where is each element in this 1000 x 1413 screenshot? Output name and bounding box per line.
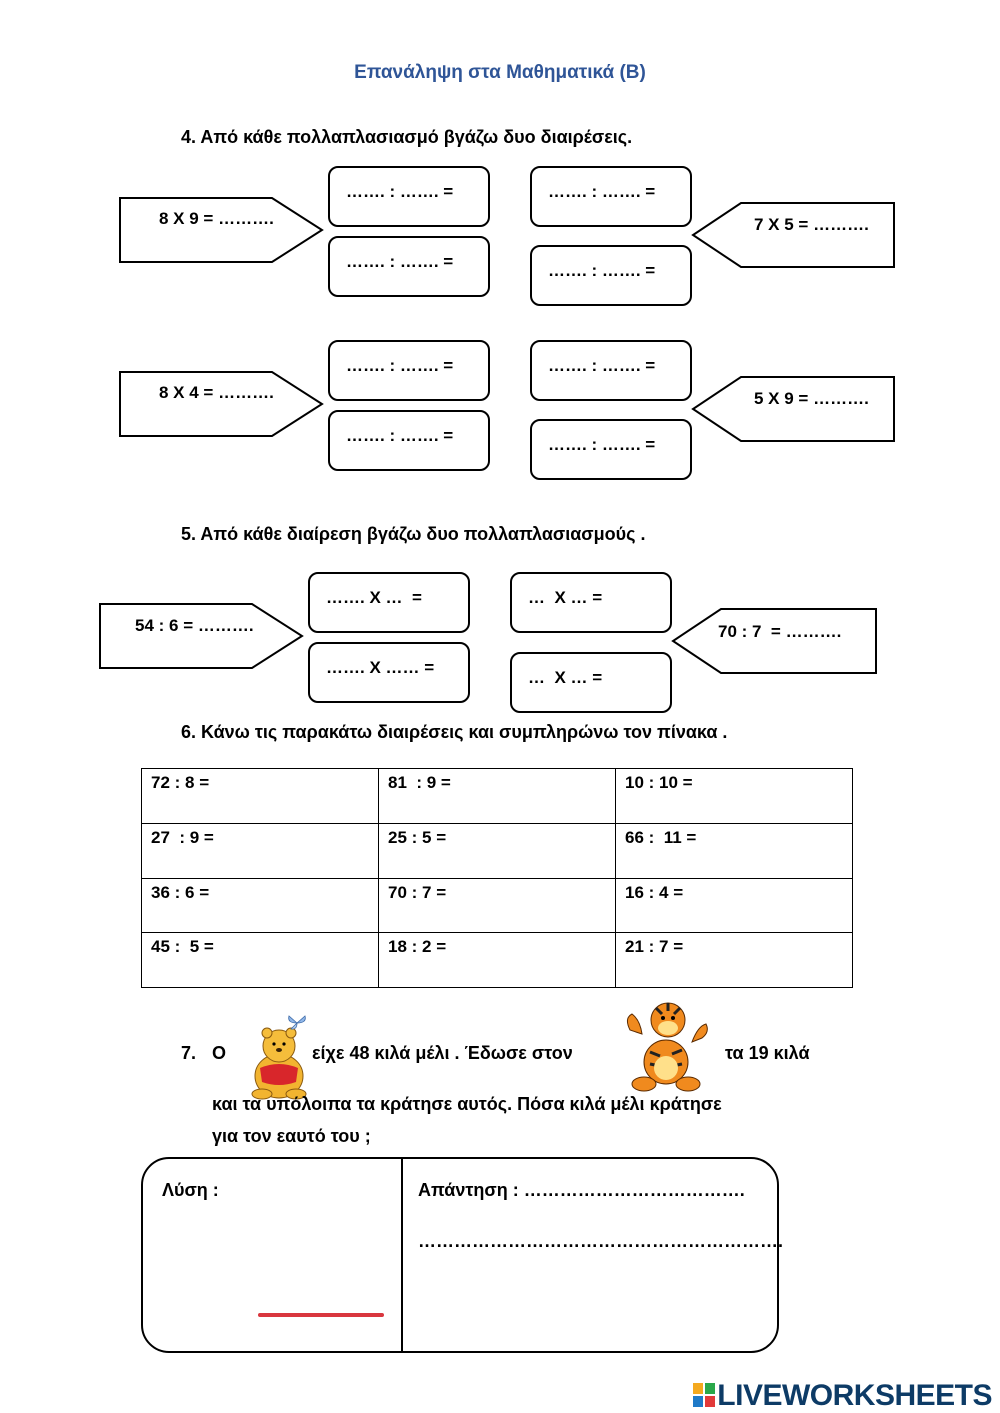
answer-box-7x5-2[interactable]: ……. : ……. =: [530, 245, 692, 306]
answer-line[interactable]: …………………………………………………….: [418, 1231, 784, 1251]
table-cell[interactable]: 16 : 4 =: [616, 878, 853, 933]
expr-8x9: 8 Χ 9 = ……….: [159, 209, 274, 228]
expr-70div7: 70 : 7 = ……….: [718, 622, 842, 641]
table-cell[interactable]: 70 : 7 =: [379, 878, 616, 933]
q7-text-line3: για τον εαυτό του ;: [212, 1126, 371, 1146]
solution-label: Λύση :: [162, 1180, 219, 1200]
page-title: Επανάληψη στα Μαθηματικά (Β): [354, 62, 646, 83]
q7-number: 7.: [181, 1043, 197, 1063]
table-cell[interactable]: 81 : 9 =: [379, 769, 616, 824]
q5-heading: 5. Από κάθε διαίρεση βγάζω δυο πολλαπλασιασμούς .: [181, 524, 646, 544]
table-cell[interactable]: 21 : 7 =: [616, 933, 853, 988]
butterfly-icon: [286, 1014, 308, 1032]
table-cell[interactable]: 18 : 2 =: [379, 933, 616, 988]
division-table: [141, 768, 853, 988]
answer-box-5x9-1[interactable]: ……. : ……. =: [530, 340, 692, 401]
liveworksheets-logo-text: LIVEWORKSHEETS: [717, 1379, 992, 1412]
liveworksheets-logo[interactable]: [693, 1379, 992, 1413]
table-cell[interactable]: 66 : 11 =: [616, 823, 853, 878]
answer-box-54div6-1[interactable]: ……. Χ … =: [308, 572, 470, 633]
liveworksheets-logo-icon: [693, 1383, 715, 1407]
table-cell[interactable]: 72 : 8 =: [142, 769, 379, 824]
table-row: [142, 769, 853, 824]
answer-label[interactable]: Απάντηση : ……………………………….: [418, 1180, 745, 1200]
expr-5x9: 5 Χ 9 = ……….: [754, 389, 869, 408]
answer-box-7x5-1[interactable]: ……. : ……. =: [530, 166, 692, 227]
table-cell[interactable]: 10 : 10 =: [616, 769, 853, 824]
red-underline: [258, 1313, 384, 1317]
table-cell[interactable]: 25 : 5 =: [379, 823, 616, 878]
answer-box-8x9-1[interactable]: ……. : ……. =: [328, 166, 490, 227]
table-row: [142, 878, 853, 933]
q7-text-part2: τα 19 κιλά: [725, 1043, 810, 1063]
expr-8x4: 8 Χ 4 = ……….: [159, 383, 274, 402]
answer-box-70div7-1[interactable]: … Χ … =: [510, 572, 672, 633]
arrow-shape-7x5: [693, 203, 894, 267]
table-row: [142, 933, 853, 988]
answer-box-70div7-2[interactable]: … Χ … =: [510, 652, 672, 713]
q7-text-line2: και τα υπόλοιπα τα κράτησε αυτός. Πόσα κιλά μέλι κράτησε: [212, 1094, 722, 1114]
arrow-shape-5x9: [693, 377, 894, 441]
table-cell[interactable]: 27 : 9 =: [142, 823, 379, 878]
q4-heading: 4. Από κάθε πολλαπλασιασμό βγάζω δυο διαιρέσεις.: [181, 127, 633, 147]
expr-54div6: 54 : 6 = ……….: [135, 616, 254, 635]
arrow-shape-8x4: [120, 372, 322, 436]
expr-7x5: 7 Χ 5 = ……….: [754, 215, 869, 234]
q7-text-part1: είχε 48 κιλά μέλι . Έδωσε στον: [312, 1043, 573, 1063]
answer-box-8x4-2[interactable]: ……. : ……. =: [328, 410, 490, 471]
table-cell[interactable]: 45 : 5 =: [142, 933, 379, 988]
q6-heading: 6. Κάνω τις παρακάτω διαιρέσεις και συμπληρώνω τον πίνακα .: [181, 722, 728, 742]
answer-box-5x9-2[interactable]: ……. : ……. =: [530, 419, 692, 480]
q7-word-o: Ο: [212, 1043, 227, 1063]
tigger-icon: [620, 994, 712, 1094]
answer-box-8x4-1[interactable]: ……. : ……. =: [328, 340, 490, 401]
answer-box-8x9-2[interactable]: ……. : ……. =: [328, 236, 490, 297]
table-row: [142, 823, 853, 878]
arrow-shape-54div6: [100, 604, 302, 668]
solution-divider: [401, 1158, 403, 1352]
table-cell[interactable]: 36 : 6 =: [142, 878, 379, 933]
arrow-shape-8x9: [120, 198, 322, 262]
answer-box-54div6-2[interactable]: ……. Χ …… =: [308, 642, 470, 703]
